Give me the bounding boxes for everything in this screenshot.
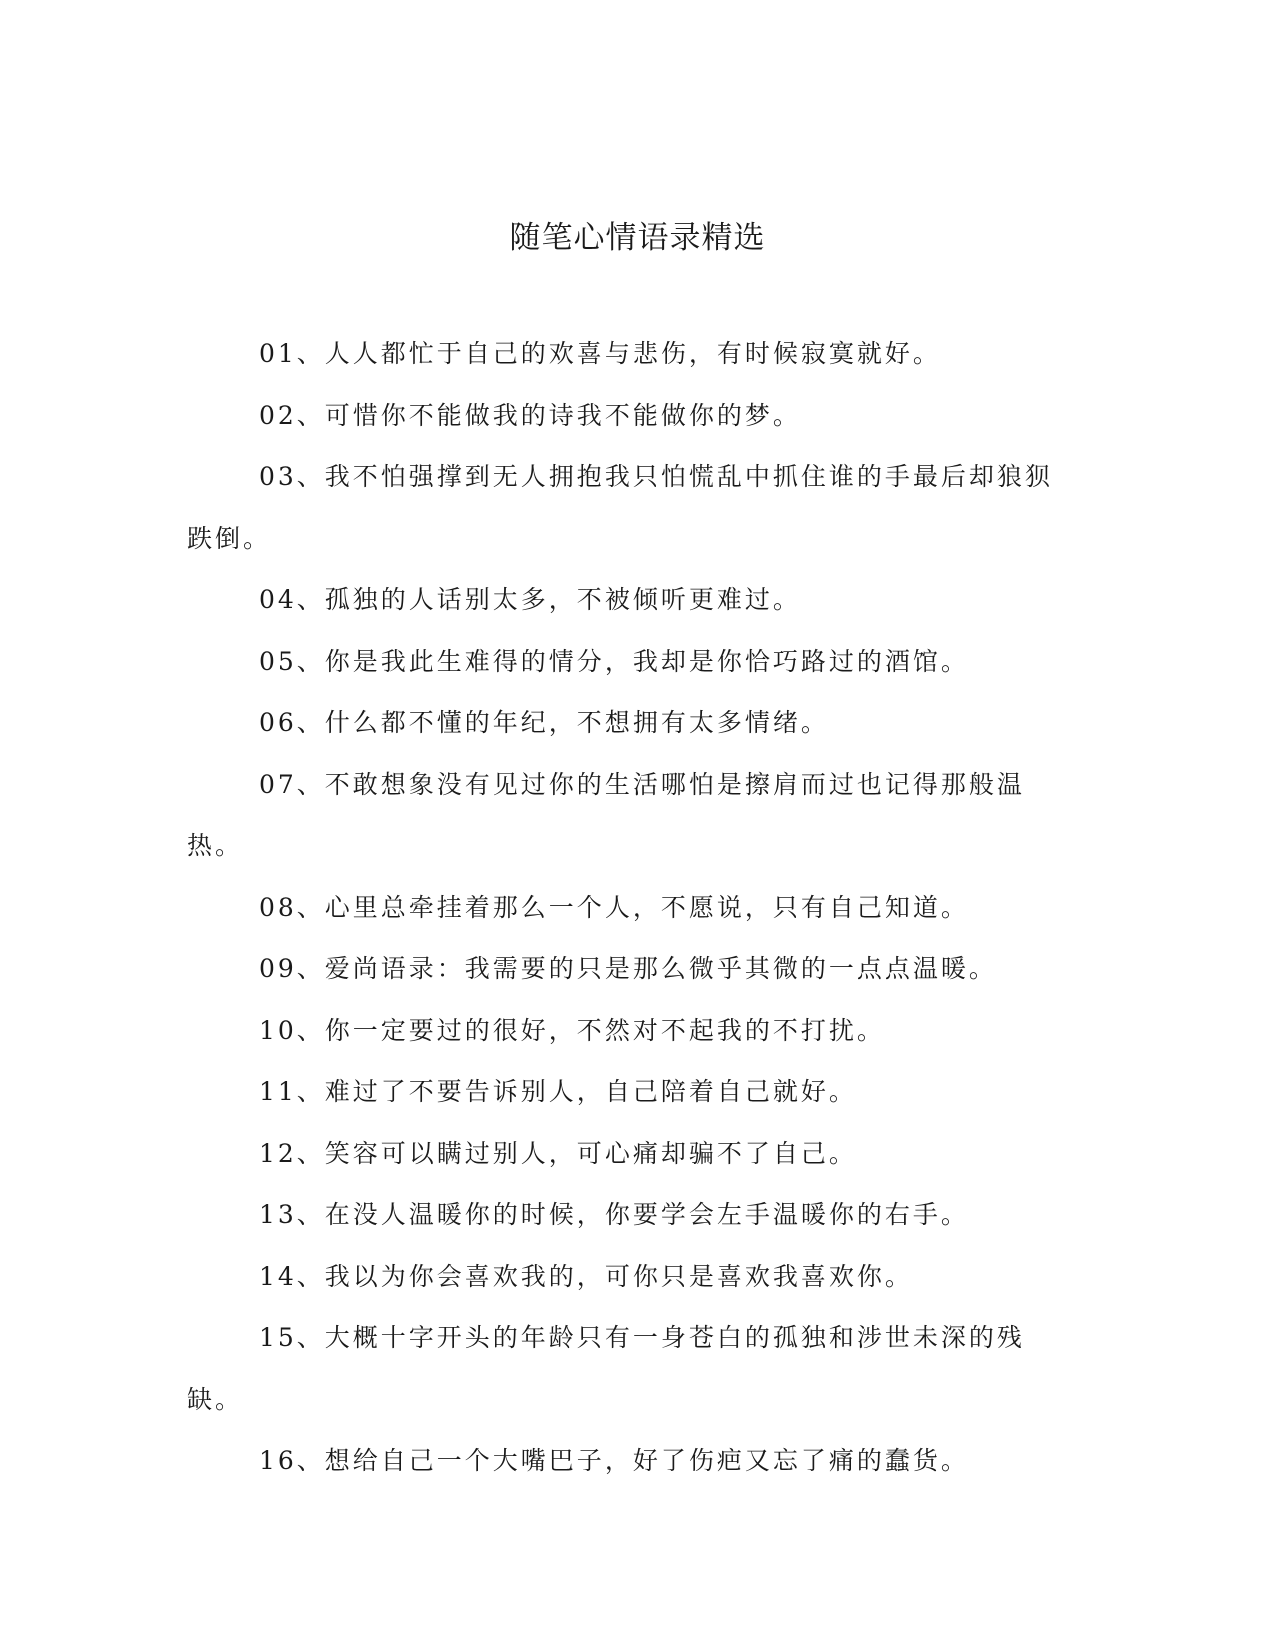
paragraph: 05、你是我此生难得的情分，我却是你恰巧路过的酒馆。 (259, 646, 969, 676)
paragraph: 16、想给自己一个大嘴巴子，好了伤疤又忘了痛的蠢货。 (259, 1446, 969, 1475)
paragraph: 07、不敢想象没有见过你的生活哪怕是擦肩而过也记得那般温热。 (187, 769, 1025, 860)
paragraph: 01、人人都忙于自己的欢喜与悲伤，有时候寂寞就好。 (259, 339, 941, 368)
paragraph: 03、我不怕强撑到无人拥抱我只怕慌乱中抓住谁的手最后却狼狈跌倒。 (187, 462, 1053, 553)
paragraph: 14、我以为你会喜欢我的，可你只是喜欢我喜欢你。 (259, 1261, 913, 1291)
document-body (187, 323, 1067, 1492)
paragraph: 02、可惜你不能做我的诗我不能做你的梦。 (259, 400, 801, 430)
paragraph: 06、什么都不懂的年纪，不想拥有太多情绪。 (259, 708, 829, 737)
paragraph: 15、大概十字开头的年龄只有一身苍白的孤独和涉世未深的残缺。 (187, 1323, 1025, 1414)
paragraph: 12、笑容可以瞒过别人，可心痛却骗不了自己。 (259, 1138, 857, 1168)
paragraph: 09、爱尚语录：我需要的只是那么微乎其微的一点点温暖。 (259, 954, 997, 983)
document-title: 随笔心情语录精选 (509, 220, 766, 256)
paragraph: 08、心里总牵挂着那么一个人，不愿说，只有自己知道。 (259, 892, 969, 922)
paragraph: 10、你一定要过的很好，不然对不起我的不打扰。 (259, 1015, 885, 1045)
paragraph: 04、孤独的人话别太多，不被倾听更难过。 (259, 585, 801, 614)
paragraph: 11、难过了不要告诉别人，自己陪着自己就好。 (259, 1077, 857, 1106)
paragraph: 13、在没人温暖你的时候，你要学会左手温暖你的右手。 (259, 1200, 969, 1229)
